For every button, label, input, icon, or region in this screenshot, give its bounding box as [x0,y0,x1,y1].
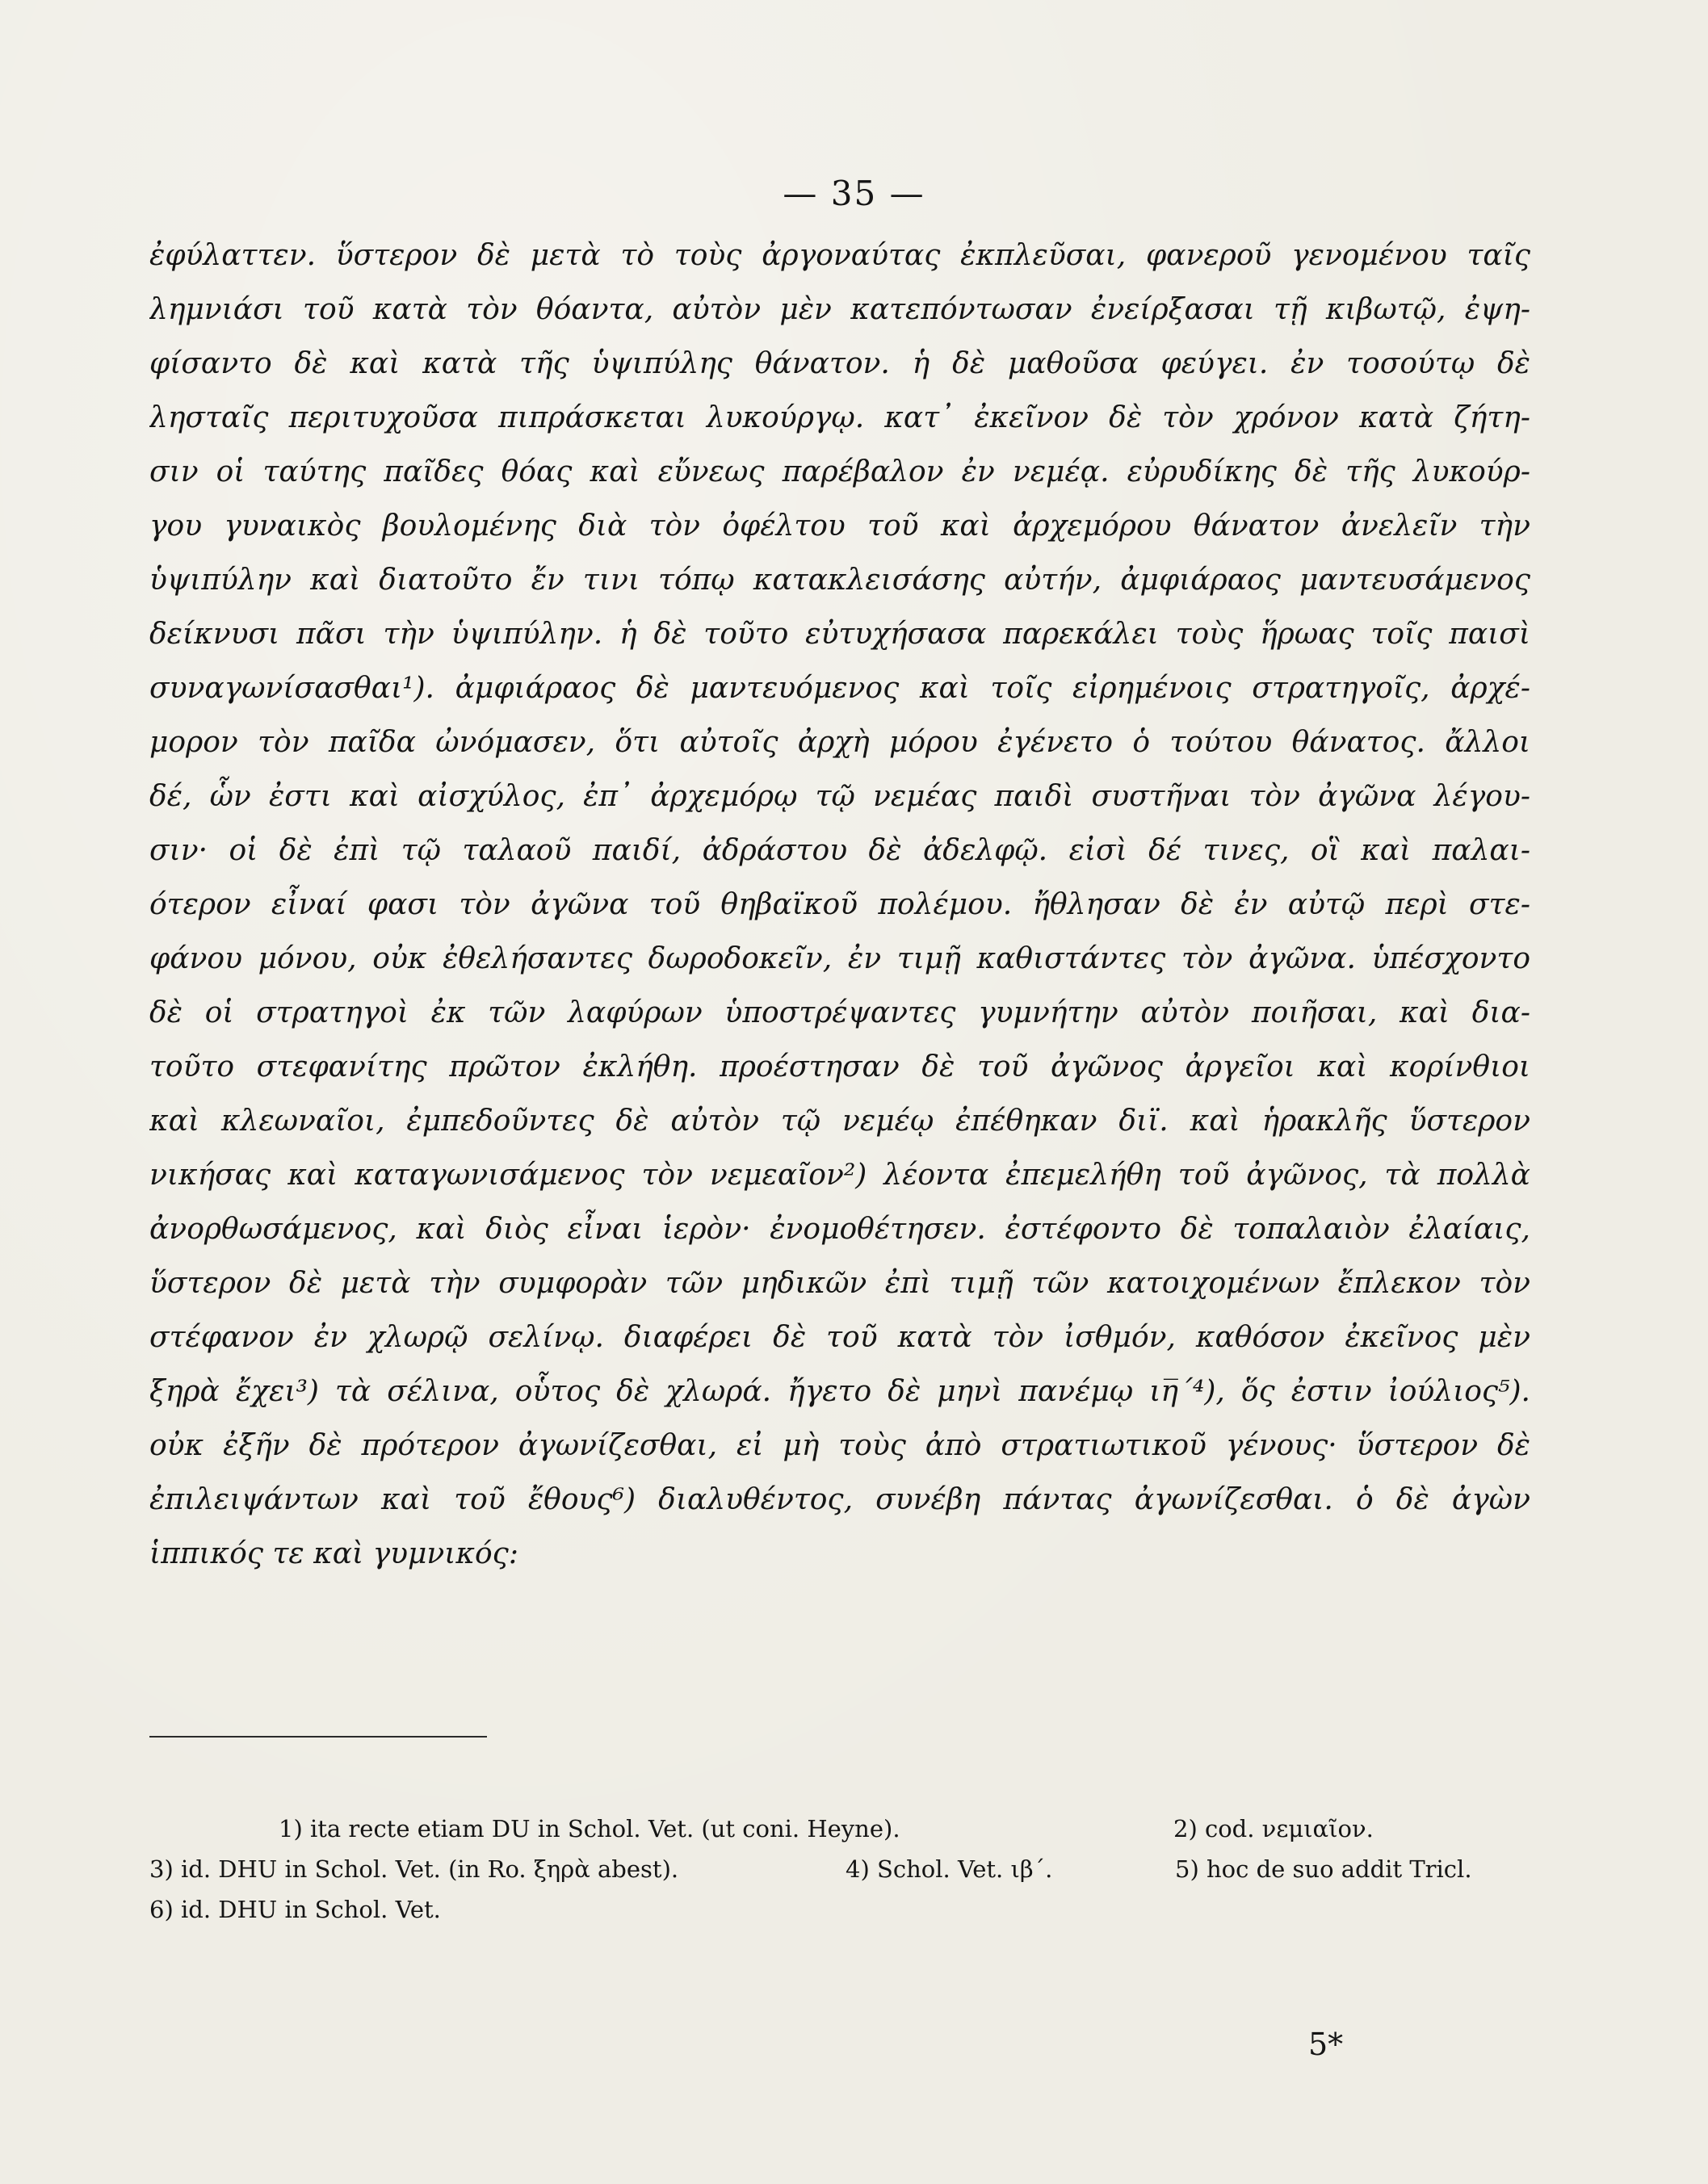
text-line: δείκνυσι πᾶσι τὴν ὑψιπύλην. ἡ δὲ τοῦτο εὐτυχήσασα παρεκάλει τοὺς ἥρωας τοῖς παισὶ [149,618,1530,651]
footnote-row [149,1889,1530,1930]
text-line: στέφανον ἐν χλωρῷ σελίνῳ. διαφέρει δὲ τοῦ κατὰ τὸν ἰσθμόν, καθόσον ἐκεῖνος μὲν [149,1321,1530,1354]
footnote-row [149,1849,1530,1889]
text-line: σιν· οἱ δὲ ἐπὶ τῷ ταλαοῦ παιδί, ἀδράστου δὲ ἀδελφῷ. εἰσὶ δέ τινες, οἳ καὶ παλαι- [149,834,1530,867]
text-line: καὶ κλεωναῖοι, ἐμπεδοῦντες δὲ αὐτὸν τῷ νεμέῳ ἐπέθηκαν διϊ. καὶ ἡρακλῆς ὕστερον [149,1105,1530,1138]
footnotes [149,1809,1530,1930]
text-line: ὑψιπύλην καὶ διατοῦτο ἔν τινι τόπῳ κατακλεισάσης αὐτήν, ἀμφιάραος μαντευσάμενος [149,564,1530,597]
footnote-1: 1) ita recte etiam DU in Schol. Vet. (ut coni. Heyne). [279,1815,900,1842]
text-line: ἀνορθωσάμενος, καὶ διὸς εἶναι ἱερὸν· ἐνομοθέτησεν. ἐστέφοντο δὲ τοπαλαιὸν ἐλαίαις, [149,1213,1530,1246]
text-line: νικήσας καὶ καταγωνισάμενος τὸν νεμεαῖον²) λέοντα ἐπεμελήθη τοῦ ἀγῶνος, τὰ πολλὰ [149,1159,1530,1192]
footnote-2: 2) cod. νεμιαῖον. [1173,1815,1374,1842]
text-line: φάνου μόνου, οὐκ ἐθελήσαντες δωροδοκεῖν, ἐν τιμῇ καθιστάντες τὸν ἀγῶνα. ὑπέσχοντο [149,942,1530,975]
main-text [149,228,1530,1581]
text-line: μορον τὸν παῖδα ὠνόμασεν, ὅτι αὐτοῖς ἀρχὴ μόρου ἐγένετο ὁ τούτου θάνατος. ἄλλοι [149,726,1530,759]
text-line: ότερον εἶναί φασι τὸν ἀγῶνα τοῦ θηβαϊκοῦ πολέμου. ἤθλησαν δὲ ἐν αὐτῷ περὶ στε- [149,888,1530,921]
text-line: τοῦτο στεφανίτης πρῶτον ἐκλήθη. προέστησαν δὲ τοῦ ἀγῶνος ἀργεῖοι καὶ κορίνθιοι [149,1050,1530,1084]
signature-mark: 5* [1308,2027,1344,2062]
footnote-row [149,1809,1530,1849]
footnote-5: 5) hoc de suo addit Tricl. [1175,1855,1472,1883]
footnote-3: 3) id. DHU in Schol. Vet. (in Ro. ξηρὰ abest). [149,1855,679,1883]
text-line: συναγωνίσασθαι¹). ἀμφιάραος δὲ μαντευόμενος καὶ τοῖς εἰρημένοις στρατηγοῖς, ἀρχέ- [149,672,1530,705]
text-line: γου γυναικὸς βουλομένης διὰ τὸν ὀφέλτου τοῦ καὶ ἀρχεμόρου θάνατον ἀνελεῖν τὴν [149,509,1530,543]
footnote-6: 6) id. DHU in Schol. Vet. [149,1896,441,1923]
text-line: ὕστερον δὲ μετὰ τὴν συμφορὰν τῶν μηδικῶν ἐπὶ τιμῇ τῶν κατοιχομένων ἔπλεκον τὸν [149,1267,1530,1300]
footnote-rule [149,1736,487,1738]
text-line: σιν οἱ ταύτης παῖδες θόας καὶ εὔνεως παρέβαλον ἐν νεμέᾳ. εὐρυδίκης δὲ τῆς λυκούρ- [149,455,1530,488]
text-line: λησταῖς περιτυχοῦσα πιπράσκεται λυκούργῳ. κατ᾽ ἐκεῖνον δὲ τὸν χρόνον κατὰ ζήτη- [149,401,1530,434]
text-line: φίσαντο δὲ καὶ κατὰ τῆς ὑψιπύλης θάνατον. ἡ δὲ μαθοῦσα φεύγει. ἐν τοσούτῳ δὲ [149,347,1530,380]
text-line: οὐκ ἐξῆν δὲ πρότερον ἀγωνίζεσθαι, εἰ μὴ τοὺς ἀπὸ στρατιωτικοῦ γένους· ὕστερον δὲ [149,1429,1530,1462]
text-line: λημνιάσι τοῦ κατὰ τὸν θόαντα, αὐτὸν μὲν κατεπόντωσαν ἐνείρξασαι τῇ κιβωτῷ, ἐψη- [149,293,1530,326]
text-line: δὲ οἱ στρατηγοὶ ἐκ τῶν λαφύρων ὑποστρέψαντες γυμνήτην αὐτὸν ποιῆσαι, καὶ δια- [149,996,1530,1029]
text-line: ἐπιλειψάντων καὶ τοῦ ἔθους⁶) διαλυθέντος, συνέβη πάντας ἀγωνίζεσθαι. ὁ δὲ ἀγὼν [149,1483,1530,1516]
text-line: ἐφύλαττεν. ὕστερον δὲ μετὰ τὸ τοὺς ἀργοναύτας ἐκπλεῦσαι, φανεροῦ γενομένου ταῖς [149,239,1530,272]
text-line: ξηρὰ ἔχει³) τὰ σέλινα, οὗτος δὲ χλωρά. ἤγετο δὲ μηνὶ πανέμῳ ιη̅΄⁴), ὅς ἐστιν ἰούλιος⁵). [149,1375,1530,1408]
page-number: — 35 — [783,174,925,213]
text-line: ἱππικός τε καὶ γυμνικός: [149,1537,518,1570]
text-line: δέ, ὧν ἐστι καὶ αἰσχύλος, ἐπ᾽ ἀρχεμόρῳ τῷ νεμέας παιδὶ συστῆναι τὸν ἀγῶνα λέγου- [149,780,1530,813]
footnote-4: 4) Schol. Vet. ιβ΄. [846,1855,1053,1883]
